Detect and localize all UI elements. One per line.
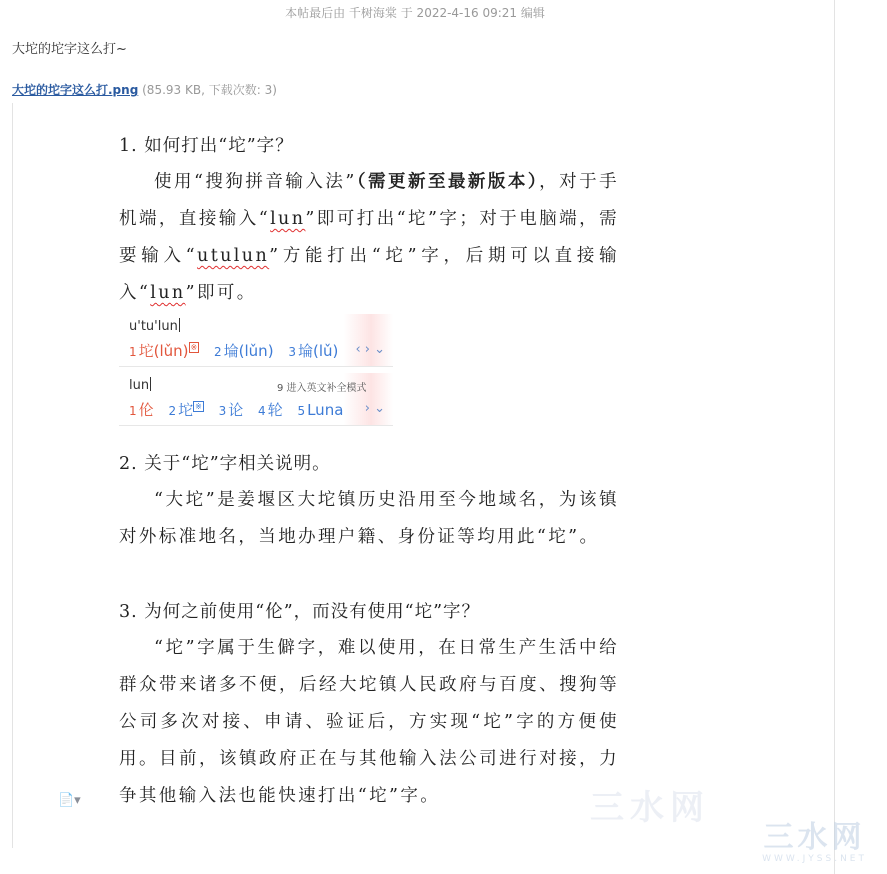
ime-page-nav-icon: › ⌄ — [364, 401, 385, 416]
section-2-paragraph: “大坨”是姜堰区大坨镇历史沿用至今地域名，为该镇对外标准地名，当地办理户籍、身份证等均用此“坨”。 — [119, 490, 619, 547]
section-2-heading: 2. 关于“坨”字相关说明。 — [119, 454, 331, 474]
ime-pinyin-input: lun — [129, 378, 150, 393]
section-1-heading: 1. 如何打出“坨”字？ — [119, 136, 294, 156]
text-caret — [179, 318, 180, 332]
section-3-heading: 3. 为何之前使用“伦”，而没有使用“坨”字？ — [119, 602, 481, 622]
watermark: 三水网 — [590, 788, 710, 828]
ime-hint: 9 进入英文补全模式 — [277, 383, 367, 394]
attachment-info — [12, 81, 277, 98]
ime-candidate: 5 Luna — [297, 401, 344, 419]
ime-candidate-bar-1 — [119, 314, 393, 367]
edited-note: 本帖最后由 千树海棠 于 2022-4-16 09:21 编辑 — [285, 6, 545, 20]
post-text: 大坨的坨字这么打~ — [12, 42, 127, 57]
ime-candidate: 2 坨 ※ — [168, 401, 202, 419]
spacer — [119, 556, 619, 594]
new-word-mark-icon: ※ — [190, 343, 198, 352]
ime-candidate: 2 埨(lǔn) — [214, 342, 274, 360]
ime-candidate: 3 埨(lǔ) — [288, 342, 339, 360]
content-right-border — [834, 0, 835, 874]
attachment-link[interactable]: 大坨的坨字这么打.png — [12, 83, 139, 97]
ime-candidate: 3 论 — [218, 401, 244, 419]
ime-screenshots — [119, 312, 619, 446]
corner-watermark: 三水网 WWW.JYSS.NET — [762, 820, 867, 864]
ime-pinyin-input: u'tu'lun — [129, 319, 178, 334]
update-note: （需更新至最新版本） — [356, 172, 540, 192]
ime-candidate: 1 伦 — [129, 401, 154, 419]
attachment-left-border — [12, 103, 13, 848]
pinyin-code-utulun: utulun — [197, 246, 270, 266]
ime-page-nav-icon: ‹ › ⌄ — [355, 342, 385, 357]
attached-image-content — [119, 128, 619, 815]
ime-candidate: 1 坨(lǔn) ※ — [129, 342, 198, 360]
document-icon[interactable]: 📄▾ — [58, 793, 81, 808]
pinyin-code-lun-2: lun — [150, 283, 186, 303]
ime-candidate-bar-2 — [119, 373, 393, 426]
attachment-meta: (85.93 KB, 下载次数: 3) — [142, 83, 277, 97]
new-word-mark-icon: ※ — [195, 402, 202, 411]
text-caret — [150, 377, 151, 391]
pinyin-code-lun: lun — [270, 209, 306, 229]
section-3-paragraph: “坨”字属于生僻字，难以使用，在日常生产生活中给群众带来诸多不便，后经大坨镇人民政府与百度、搜狗等公司多次对接、申请、验证后，方实现“坨”字的方便使用。目前，该镇政府正在与其他输入法公司进行对接，力争其他输入法也能快速打出“坨”字。 — [119, 638, 619, 806]
ime-candidate: 4 轮 — [258, 401, 283, 419]
section-1-paragraph: 使用“搜狗拼音输入法”（需更新至最新版本），对于手机端，直接输入“lun”即可打出“坨”字；对于电脑端，需要输入“utulun”方能打出“坨”字，后期可以直接输入“lun”即可。 — [119, 172, 620, 303]
